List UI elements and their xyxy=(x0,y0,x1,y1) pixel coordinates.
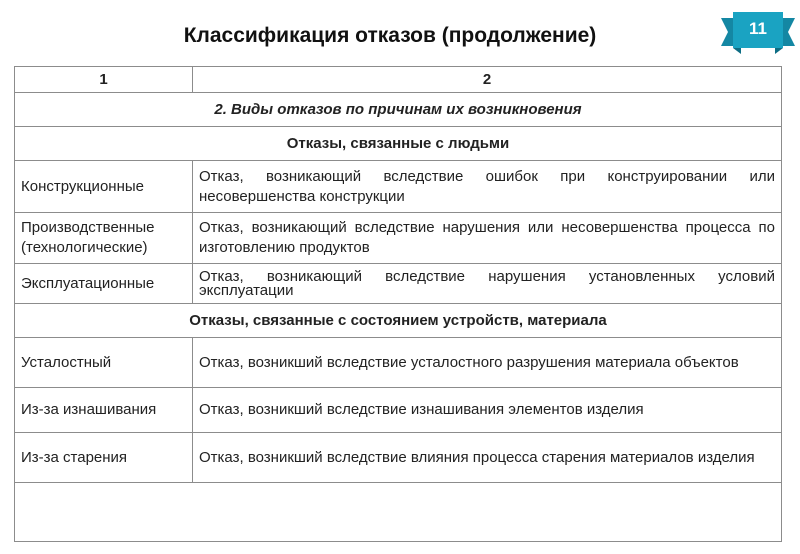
table-header-row xyxy=(15,67,782,93)
table-row xyxy=(15,264,782,304)
failure-type: Из-за изнашивания xyxy=(15,388,193,433)
group-heading-row xyxy=(15,127,782,161)
failure-description: Отказ, возникший вследствие усталостного разрушения материала объектов xyxy=(193,338,782,388)
group-heading: Отказы, связанные с состоянием устройств, материала xyxy=(15,304,782,338)
column-header-1: 1 xyxy=(15,67,193,93)
table-row xyxy=(15,161,782,213)
slide-title: Классификация отказов (продолжение) xyxy=(183,24,597,47)
group-heading-row xyxy=(15,304,782,338)
section-heading-row xyxy=(15,93,782,127)
failure-description: Отказ, возникший вследствие изнашивания элементов изделия xyxy=(193,388,782,433)
table-row xyxy=(15,433,782,483)
failure-type: Из-за старения xyxy=(15,433,193,483)
empty-cell xyxy=(15,483,782,542)
failure-type: Конструкционные xyxy=(15,161,193,213)
failure-description: Отказ, возникший вследствие влияния процесса старения материалов изделия xyxy=(193,433,782,483)
failure-description: Отказ, возникающий вследствие нарушения или несовершенства процесса по изготовлению продуктов xyxy=(193,213,782,264)
failure-type: Эксплуатационные xyxy=(15,264,193,304)
failure-classification-table xyxy=(14,66,782,542)
failure-description: Отказ, возникающий вследствие нарушения установленных условий эксплуатации xyxy=(193,264,782,304)
column-header-2: 2 xyxy=(193,67,782,93)
failure-type: Производственные (технологические) xyxy=(15,213,193,264)
page-number-badge xyxy=(719,12,797,54)
failure-type: Усталостный xyxy=(15,338,193,388)
table-row xyxy=(15,388,782,433)
failure-description: Отказ, возникающий вследствие ошибок при конструировании или несовершенства конструкции xyxy=(193,161,782,213)
table-row xyxy=(15,338,782,388)
page-number: 11 xyxy=(749,19,767,38)
section-heading: 2. Виды отказов по причинам их возникновения xyxy=(15,93,782,127)
group-heading: Отказы, связанные с людьми xyxy=(15,127,782,161)
empty-row xyxy=(15,483,782,542)
table-row xyxy=(15,213,782,264)
